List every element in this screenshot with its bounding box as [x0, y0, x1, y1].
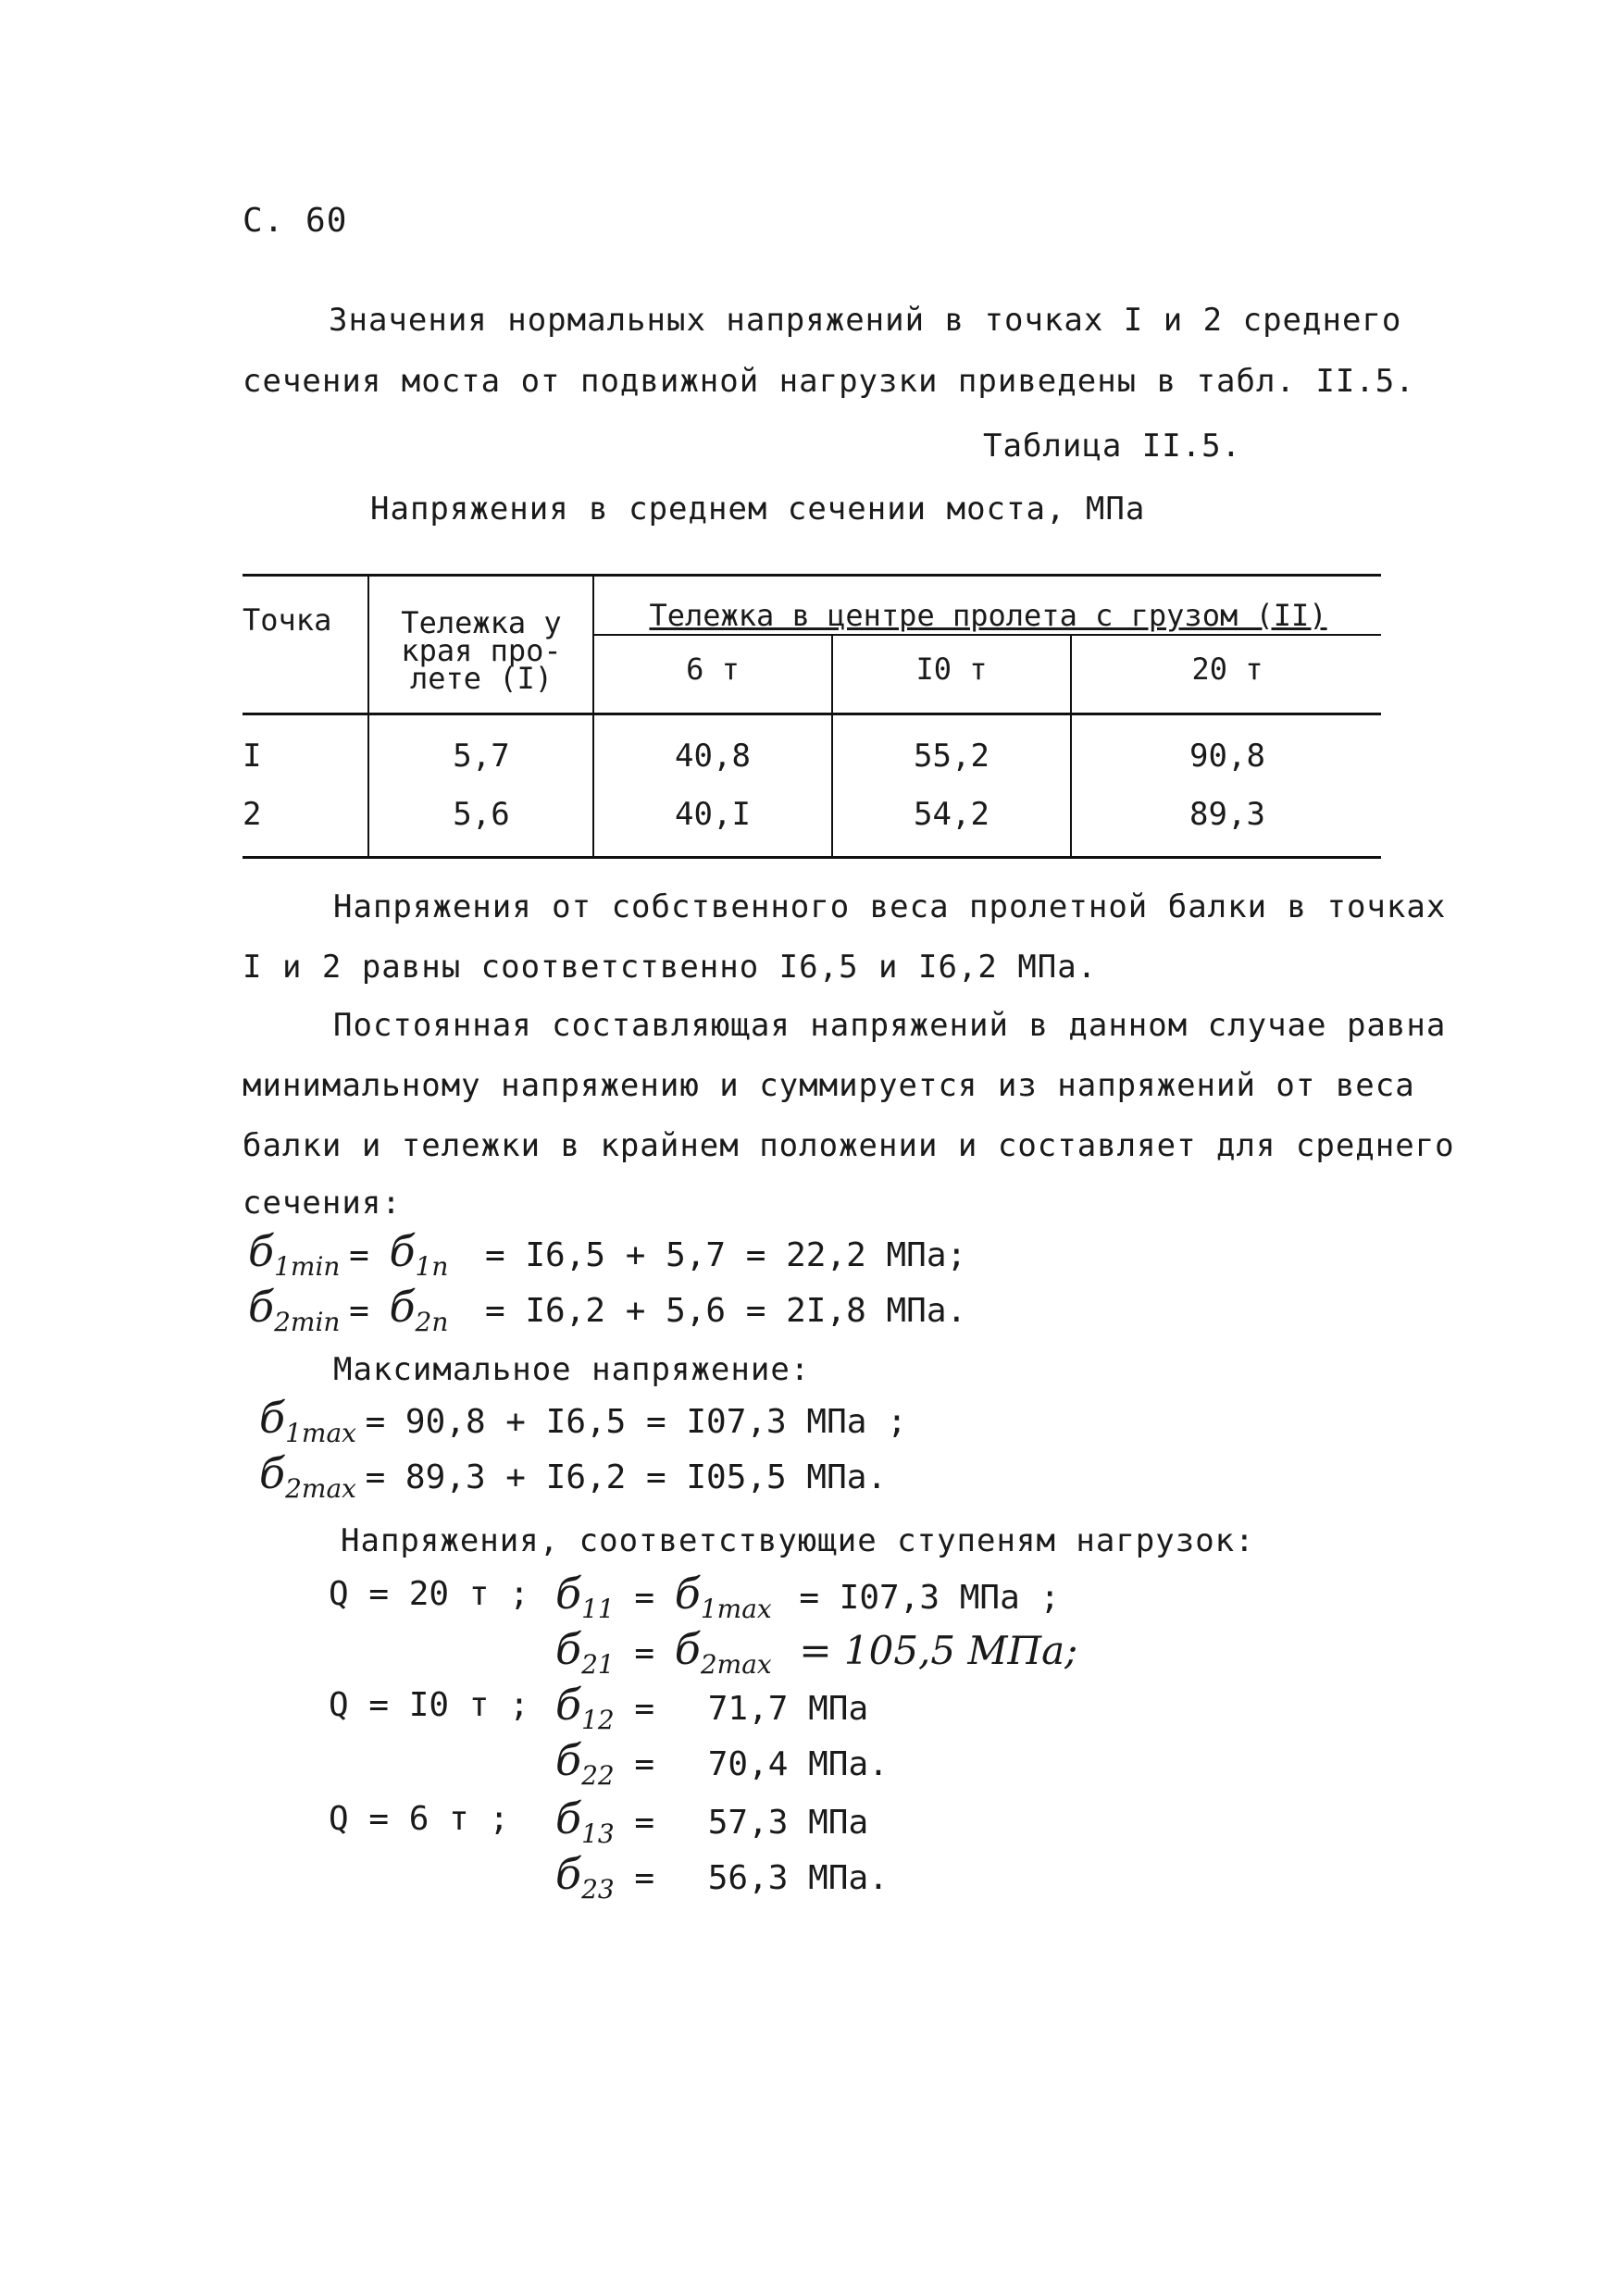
table-cell: 55,2 — [914, 738, 989, 775]
table-cell: I — [243, 738, 262, 775]
subscript: 2п — [415, 1307, 449, 1337]
table-vline — [831, 636, 833, 856]
subscript: 2min — [274, 1307, 341, 1337]
table-subheader-rule — [592, 634, 1381, 636]
intro-line-1: Значения нормальных напряжений в точках I и 2 среднего — [329, 302, 1402, 339]
table-vline — [592, 574, 594, 856]
sub-col-20t: 20 т — [1191, 652, 1263, 687]
step-s12: $б_{12} = 71,7$ МПа — [555, 1680, 869, 1735]
table-cell: 40,8 — [675, 738, 751, 775]
col-edge-header-3: лете (I) — [409, 661, 554, 696]
sigma-symbol: б — [259, 1448, 286, 1498]
table-header-rule — [243, 713, 1381, 715]
col-edge-header-2: края про- — [401, 633, 562, 668]
table-cell: 2 — [243, 796, 262, 833]
para2-line-1: Постоянная составляющая напряжений в данном случае равна — [333, 1007, 1447, 1044]
eq-min-2-rhs: = I6,2 + 5,6 = 2I,8 МПа. — [485, 1292, 967, 1330]
eq-max-2-rhs: = 89,3 + I6,2 = I05,5 МПа. — [365, 1458, 888, 1496]
eq-max-1-rhs: = 90,8 + I6,5 = I07,3 МПа ; — [365, 1403, 907, 1441]
table-cell: 90,8 — [1189, 738, 1265, 775]
para1-line-2: I и 2 равны соответственно I6,5 и I6,2 МПа. — [243, 949, 1098, 986]
step-q6: Q = 6 т ; — [329, 1800, 510, 1838]
step-s11-value: = I07,3 МПа ; — [799, 1579, 1061, 1617]
sub-col-10t: I0 т — [915, 652, 988, 687]
col-point-header: Точка — [243, 602, 332, 638]
sigma-symbol: б — [389, 1282, 416, 1332]
col-center-header: Тележка в центре пролета с грузом (II) — [649, 598, 1327, 633]
sigma-symbol: б — [389, 1226, 416, 1276]
eq-max-1 — [259, 1393, 907, 1448]
eq-max-2 — [259, 1448, 887, 1504]
para2-line-2: минимальному напряжению и суммируется из напряжений от веса — [243, 1067, 1415, 1104]
step-q20: Q = 20 т ; — [329, 1575, 529, 1613]
max-label: Максимальное напряжение: — [333, 1351, 811, 1388]
table-cell: 5,6 — [453, 796, 510, 833]
table-vline — [367, 574, 369, 856]
table-vline — [1070, 636, 1072, 856]
subscript: 1п — [415, 1251, 449, 1282]
sigma-symbol: б — [259, 1393, 286, 1443]
step-s22: $б_{22} = 70,4$ МПа. — [555, 1735, 889, 1791]
table-cell: 40,I — [675, 796, 751, 833]
step-s13: $б_{13} = 57,3$ МПа — [555, 1793, 869, 1849]
steps-label: Напряжения, соответствующие ступеням нагрузок: — [341, 1522, 1255, 1559]
intro-line-2: сечения моста от подвижной нагрузки приведены в табл. II.5. — [243, 363, 1415, 400]
step-s22-value: 70,4 МПа. — [707, 1745, 889, 1783]
step-s23-value: 56,3 МПа. — [707, 1859, 889, 1897]
step-q10: Q = I0 т ; — [329, 1686, 529, 1724]
eq-min-2: $б_{2min} = б_{2п} = I6,2 + 5,6 = 2I,8$ МПа. — [248, 1282, 967, 1337]
eq-min-1-rhs: = I6,5 + 5,7 = 22,2 МПа; — [485, 1236, 967, 1274]
page-number: С. 60 — [243, 202, 348, 240]
para2-line-3: балки и тележки в крайнем положении и составляет для среднего — [243, 1127, 1455, 1164]
step-s12-value: 71,7 МПа — [707, 1690, 869, 1728]
table-title: Напряжения в среднем сечении моста, МПа — [370, 490, 1146, 527]
subscript: 1max — [285, 1418, 356, 1448]
step-s23: $б_{23} = 56,3$ МПа. — [555, 1849, 889, 1905]
table-bottom-rule — [243, 856, 1381, 859]
step-s13-value: 57,3 МПа — [707, 1804, 869, 1842]
para1-line-1: Напряжения от собственного веса пролетной балки в точках — [333, 888, 1447, 925]
sigma-symbol: б — [248, 1226, 275, 1276]
table-cell: 89,3 — [1189, 796, 1265, 833]
eq-min-1: $б_{1min} = б_{1п} = I6,5 + 5,7 = 22,2$ МПа; — [248, 1226, 967, 1282]
sigma-symbol: б — [248, 1282, 275, 1332]
table-cell: 54,2 — [914, 796, 989, 833]
sub-col-6t: 6 т — [686, 652, 740, 687]
col-edge-header-1: Тележка у — [401, 605, 562, 640]
subscript: 1min — [274, 1251, 341, 1282]
step-s21: $б_{21} = б_{2max} = 105,5$ МПа; — [555, 1624, 1078, 1680]
step-s11: $б_{11} = б_{1max} = I07,3$ МПа ; — [555, 1569, 1061, 1624]
step-s21-value: = 105,5 МПа; — [799, 1628, 1078, 1673]
para2-line-4: сечения: — [243, 1185, 402, 1222]
table-cell: 5,7 — [453, 738, 510, 775]
subscript: 2max — [285, 1473, 356, 1504]
table-top-rule — [243, 574, 1381, 577]
table-label: Таблица II.5. — [983, 428, 1242, 465]
